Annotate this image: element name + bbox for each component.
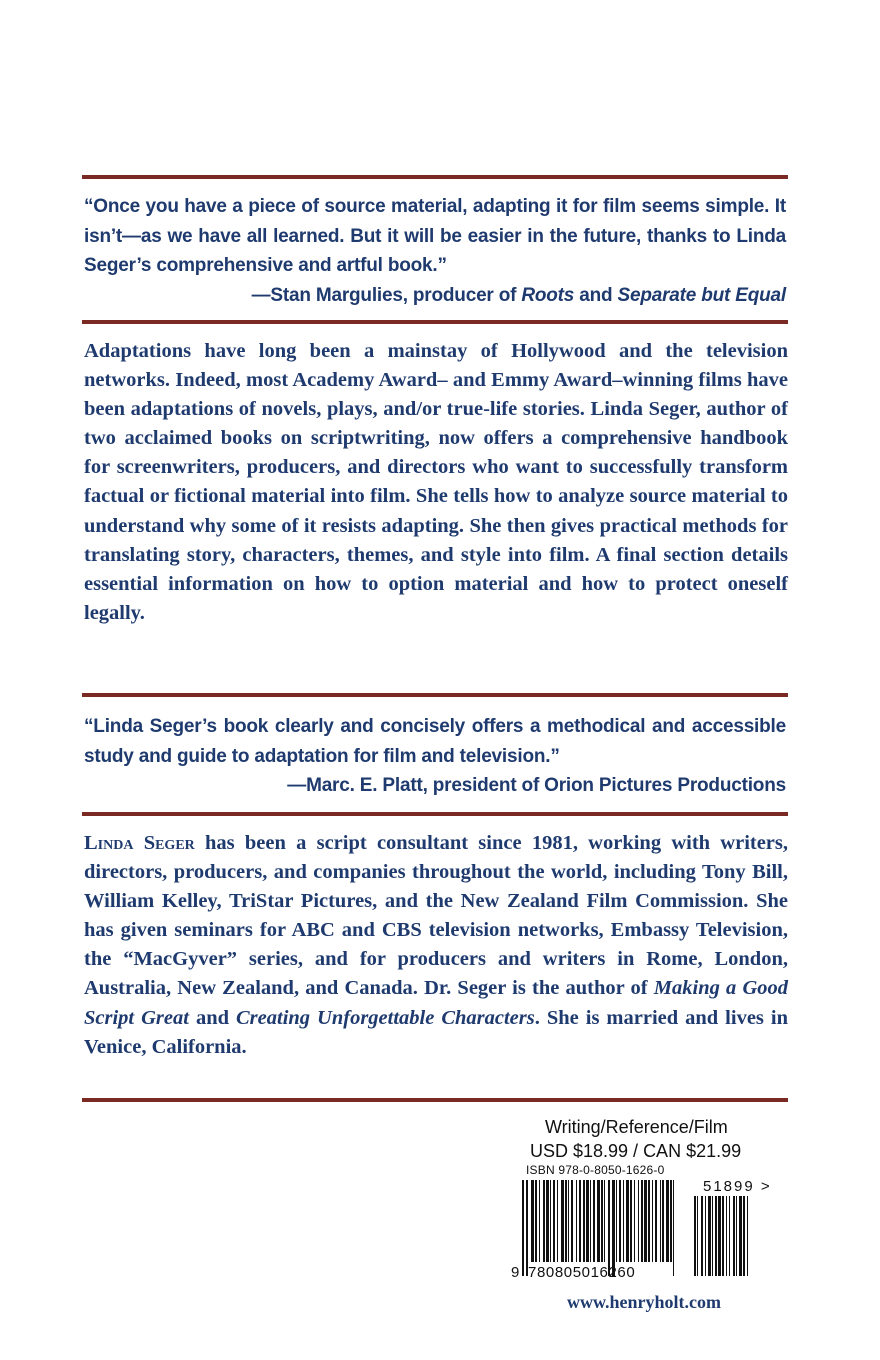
quote-platt-text: “Linda Seger’s book clearly and concisely offers a methodical and accessible study and guide to adaptation for film and television.” bbox=[84, 716, 786, 767]
attribution-and: and bbox=[574, 284, 618, 306]
barcode-bar bbox=[593, 1180, 595, 1262]
barcode-bar bbox=[726, 1196, 727, 1276]
barcode-bar bbox=[694, 1196, 696, 1276]
barcode-bar bbox=[743, 1196, 745, 1276]
barcode-bar bbox=[634, 1180, 635, 1262]
bio-book-1: Making a Good Script Great bbox=[84, 977, 788, 1029]
divider-5 bbox=[82, 1098, 788, 1102]
barcode-bar bbox=[705, 1196, 706, 1276]
barcode-bar bbox=[718, 1196, 721, 1276]
barcode-bar bbox=[662, 1180, 664, 1262]
bio-text-2: and bbox=[188, 1006, 236, 1029]
quote-platt bbox=[84, 712, 786, 801]
barcode-bar bbox=[660, 1180, 661, 1262]
category-label: Writing/Reference/Film bbox=[545, 1117, 728, 1137]
barcode-bar bbox=[543, 1180, 545, 1262]
barcode-bar bbox=[561, 1180, 564, 1262]
barcode-bar bbox=[666, 1180, 669, 1262]
barcode-addon-digits: 51899 > bbox=[703, 1178, 772, 1195]
barcode-bar bbox=[565, 1180, 567, 1262]
barcode-bar bbox=[670, 1180, 672, 1262]
barcode-bar bbox=[601, 1180, 603, 1262]
book-description bbox=[84, 337, 788, 628]
divider-4 bbox=[82, 812, 788, 816]
barcode-bar bbox=[736, 1196, 737, 1276]
quote-platt-attribution: —Marc. E. Platt, president of Orion Pictures Productions bbox=[287, 775, 786, 796]
barcode-bar bbox=[553, 1180, 555, 1262]
barcode-bar bbox=[579, 1180, 581, 1262]
attribution-title-separate: Separate but Equal bbox=[617, 284, 786, 306]
barcode-addon bbox=[694, 1196, 774, 1276]
barcode-bar bbox=[531, 1180, 534, 1262]
barcode-bar bbox=[697, 1196, 698, 1276]
barcode-bar bbox=[619, 1180, 621, 1262]
barcode-bar bbox=[673, 1180, 674, 1276]
author-bio-text bbox=[84, 829, 788, 1062]
barcode-bar bbox=[655, 1180, 657, 1262]
barcode-first-digit: 9 bbox=[511, 1264, 520, 1281]
barcode-bar bbox=[638, 1180, 639, 1262]
divider-2 bbox=[82, 320, 788, 324]
barcode-bar bbox=[630, 1180, 632, 1262]
barcode-bar bbox=[722, 1196, 724, 1276]
barcode-bar bbox=[701, 1196, 703, 1276]
bio-text-3: . She is married and lives in Venice, California. bbox=[84, 1006, 788, 1058]
barcode-bar bbox=[747, 1196, 748, 1276]
barcode-bar bbox=[608, 1180, 610, 1276]
barcode-bar bbox=[557, 1180, 558, 1262]
barcode-bar bbox=[612, 1180, 615, 1276]
barcode-bar bbox=[550, 1180, 551, 1262]
bio-book-2: Creating Unforgettable Characters bbox=[236, 1006, 535, 1029]
barcode-bar bbox=[708, 1196, 711, 1276]
barcode-bar bbox=[571, 1180, 573, 1262]
barcode-bar bbox=[616, 1180, 617, 1262]
barcode-bar bbox=[568, 1180, 569, 1262]
quote-margulies bbox=[84, 192, 786, 310]
divider-1 bbox=[82, 175, 788, 179]
barcode-bar bbox=[652, 1180, 653, 1262]
attribution-prefix: —Stan Margulies, producer of bbox=[251, 284, 522, 306]
price-label: USD $18.99 / CAN $21.99 bbox=[530, 1141, 742, 1161]
barcode-bar bbox=[626, 1180, 629, 1262]
barcode-bar bbox=[739, 1196, 742, 1276]
quote-margulies-text: “Once you have a piece of source material, adapting it for film seems simple. It isn’t—as we have all learned. But it will be easier in the future, thanks to Linda Seger’s comprehensive and artful book.” bbox=[84, 196, 786, 276]
divider-3 bbox=[82, 693, 788, 697]
barcode-bar bbox=[644, 1180, 647, 1262]
barcode-bar bbox=[539, 1180, 540, 1262]
barcode-bar bbox=[546, 1180, 549, 1262]
barcode-bar bbox=[712, 1196, 713, 1276]
book-description-text: Adaptations have long been a mainstay of Hollywood and the television networks. Indeed, most Academy Award– and Emmy Award–winning films have been adaptations of novels, plays, and/or true-life stories. Linda Seger, author of two acclaimed books on scriptwriting, now offers a comprehensive handbook for screenwriters, producers, and directors who want to successfully transform factual or fictional material into film. She tells how to analyze source material to understand why some of it resists adapting. She then gives practical methods for translating story, characters, themes, and style into film. A final section details essential information on how to option material and how to protect oneself legally. bbox=[84, 340, 788, 624]
barcode-bar bbox=[715, 1196, 717, 1276]
barcode-bar bbox=[526, 1180, 528, 1276]
barcode-bar bbox=[586, 1180, 589, 1262]
bio-text-1: has been a script consultant since 1981, working with writers, directors, producers, and companies throughout the world, including Tony Bill, William Kelley, TriStar Pictures, and the New Zealand Film Commission. She has given seminars for ABC and CBS television networks, Embassy Television, the “MacGyver” series, and for producers and writers in Rome, London, Australia, New Zealand, and Canada. Dr. Seger is the author of bbox=[84, 832, 789, 1000]
barcode-bar bbox=[597, 1180, 600, 1262]
barcode-bar bbox=[583, 1180, 585, 1262]
barcode-bar bbox=[648, 1180, 650, 1262]
barcode-bar bbox=[623, 1180, 624, 1262]
barcode-bar bbox=[641, 1180, 643, 1262]
publisher-url[interactable]: www.henryholt.com bbox=[567, 1292, 721, 1312]
barcode-bar bbox=[576, 1180, 577, 1262]
barcode-digits: 780805016260 bbox=[528, 1264, 636, 1281]
barcode-bar bbox=[522, 1180, 524, 1276]
barcode-bar bbox=[733, 1196, 735, 1276]
author-bio bbox=[84, 829, 788, 1062]
author-name: Linda Seger bbox=[84, 832, 195, 854]
barcode-bar bbox=[590, 1180, 591, 1262]
barcode-bar bbox=[535, 1180, 537, 1262]
quote-margulies-attribution bbox=[84, 281, 786, 311]
attribution-title-roots: Roots bbox=[521, 284, 575, 306]
barcode-bar bbox=[729, 1196, 730, 1276]
isbn-label: ISBN 978-0-8050-1626-0 bbox=[526, 1163, 665, 1177]
barcode-bar bbox=[604, 1180, 605, 1262]
barcode-main bbox=[522, 1180, 688, 1276]
